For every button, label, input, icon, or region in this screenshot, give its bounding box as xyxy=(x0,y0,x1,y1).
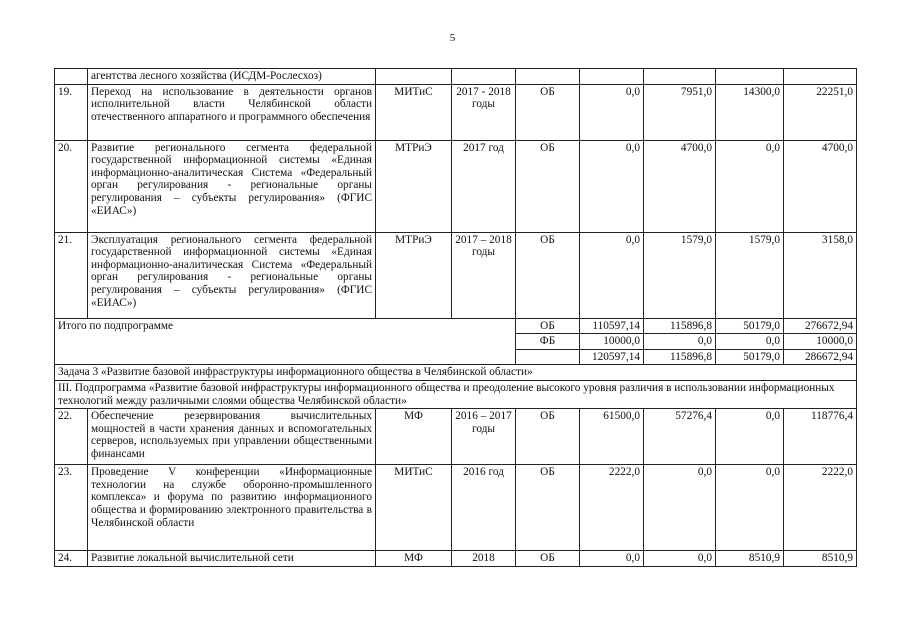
cell-value-3: 0,0 xyxy=(716,334,784,350)
cell-period: 2017 – 2018 годы xyxy=(452,232,516,318)
cell-period: 2016 год xyxy=(452,465,516,551)
cell-source: ОБ xyxy=(516,140,580,232)
cell-value-2: 4700,0 xyxy=(644,140,716,232)
cell-num: 23. xyxy=(55,465,88,551)
table-row xyxy=(55,232,857,318)
cell-value-1: 2222,0 xyxy=(580,465,644,551)
cell-total: 118776,4 xyxy=(784,409,857,465)
task-heading-row xyxy=(55,365,857,381)
cell-period: 2017 год xyxy=(452,140,516,232)
cell-source: ОБ xyxy=(516,84,580,140)
table-row xyxy=(55,409,857,465)
cell-value-3: 14300,0 xyxy=(716,84,784,140)
cell-num: 19. xyxy=(55,84,88,140)
cell-value-3: 0,0 xyxy=(716,465,784,551)
cell-period: 2016 – 2017 годы xyxy=(452,409,516,465)
cell-name: Переход на использование в деятельности органов исполнительной власти Челябинской области отечественного аппаратного и программного обеспечения xyxy=(88,84,376,140)
cell-value-3: 1579,0 xyxy=(716,232,784,318)
cell-num: 22. xyxy=(55,409,88,465)
table-row xyxy=(55,465,857,551)
cell-value-3: 50179,0 xyxy=(716,349,784,365)
cell-value-1: 110597,14 xyxy=(580,318,644,334)
cell-total: 4700,0 xyxy=(784,140,857,232)
cell-value-3: 50179,0 xyxy=(716,318,784,334)
table-row xyxy=(55,551,857,567)
cell-num: 24. xyxy=(55,551,88,567)
cell-total: 2222,0 xyxy=(784,465,857,551)
subprogram-heading: III. Подпрограмма «Развитие базовой инфраструктуры информационного общества и преодоление высокого уровня различия в использовании информационных технологий между различными слоями общества Челябинской области» xyxy=(55,380,857,408)
cell-value-2: 0,0 xyxy=(644,551,716,567)
cell-source: ОБ xyxy=(516,465,580,551)
cell-total: 286672,94 xyxy=(784,349,857,365)
cell-name: Развитие регионального сегмента федеральной государственной информационной системы «Единая информационно-аналитическая Система «Федеральный орган регулирования - региональные органы регулирования – субъекты регулирования» (ФГИС «ЕИАС») xyxy=(88,140,376,232)
cell-value-2: 7951,0 xyxy=(644,84,716,140)
cell-source: ОБ xyxy=(516,409,580,465)
cell-source: ОБ xyxy=(516,551,580,567)
table-row xyxy=(55,140,857,232)
cell-value-2: 1579,0 xyxy=(644,232,716,318)
cell-name: Эксплуатация регионального сегмента федеральной государственной информационной системы «Единая информационно-аналитическая Система «Федеральный орган регулирования - региональные органы регулирования – субъекты регулирования» (ФГИС «ЕИАС») xyxy=(88,232,376,318)
cell-name: Проведение V конференции «Информационные технологии на службе оборонно-промышленного комплекса» и форума по развитию информационного общества и формированию электронного правительства в Челябинской области xyxy=(88,465,376,551)
cell-executor: МФ xyxy=(376,409,452,465)
cell-value-2: 0,0 xyxy=(644,334,716,350)
cell-name: Обеспечение резервирования вычислительных мощностей в части хранения данных и вспомогательных серверов, используемых при управлении общественными финансами xyxy=(88,409,376,465)
cell-total: 10000,0 xyxy=(784,334,857,350)
cell-executor: МТРиЭ xyxy=(376,232,452,318)
cell-value-1: 61500,0 xyxy=(580,409,644,465)
cell-total: 22251,0 xyxy=(784,84,857,140)
cell-source xyxy=(516,349,580,365)
cell-executor: МТРиЭ xyxy=(376,140,452,232)
cell-source: ОБ xyxy=(516,232,580,318)
cell-total: 3158,0 xyxy=(784,232,857,318)
cell-value-2: 0,0 xyxy=(644,465,716,551)
cell-value-1: 120597,14 xyxy=(580,349,644,365)
cell-source: ОБ xyxy=(516,318,580,334)
cell-num: 20. xyxy=(55,140,88,232)
cell-value-3: 0,0 xyxy=(716,140,784,232)
cell-value-1: 0,0 xyxy=(580,232,644,318)
program-activities-table xyxy=(54,68,857,567)
cell-value-2: 57276,4 xyxy=(644,409,716,465)
cell-value-3: 8510,9 xyxy=(716,551,784,567)
cell-period: 2018 xyxy=(452,551,516,567)
cell-num xyxy=(55,69,88,85)
subtotal-label: Итого по подпрограмме xyxy=(55,318,516,365)
cell-value-2: 115896,8 xyxy=(644,318,716,334)
cell-executor: МИТиС xyxy=(376,465,452,551)
cell-value-1: 0,0 xyxy=(580,84,644,140)
cell-total: 8510,9 xyxy=(784,551,857,567)
cell-value-1: 0,0 xyxy=(580,551,644,567)
page-number: 5 xyxy=(449,32,456,44)
subprogram-heading-row xyxy=(55,380,857,408)
cell-value-1: 10000,0 xyxy=(580,334,644,350)
subtotal-row xyxy=(55,318,857,334)
table-row xyxy=(55,69,857,85)
cell-executor: МФ xyxy=(376,551,452,567)
cell-num: 21. xyxy=(55,232,88,318)
cell-executor: МИТиС xyxy=(376,84,452,140)
cell-source: ФБ xyxy=(516,334,580,350)
cell-total: 276672,94 xyxy=(784,318,857,334)
cell-period: 2017 - 2018 годы xyxy=(452,84,516,140)
cell-name: агентства лесного хозяйства (ИСДМ-Рослесхоз) xyxy=(88,69,376,85)
table-row xyxy=(55,84,857,140)
task-heading: Задача 3 «Развитие базовой инфраструктуры информационного общества в Челябинской области» xyxy=(55,365,857,381)
cell-value-3: 0,0 xyxy=(716,409,784,465)
cell-name: Развитие локальной вычислительной сети xyxy=(88,551,376,567)
cell-value-2: 115896,8 xyxy=(644,349,716,365)
cell-value-1: 0,0 xyxy=(580,140,644,232)
